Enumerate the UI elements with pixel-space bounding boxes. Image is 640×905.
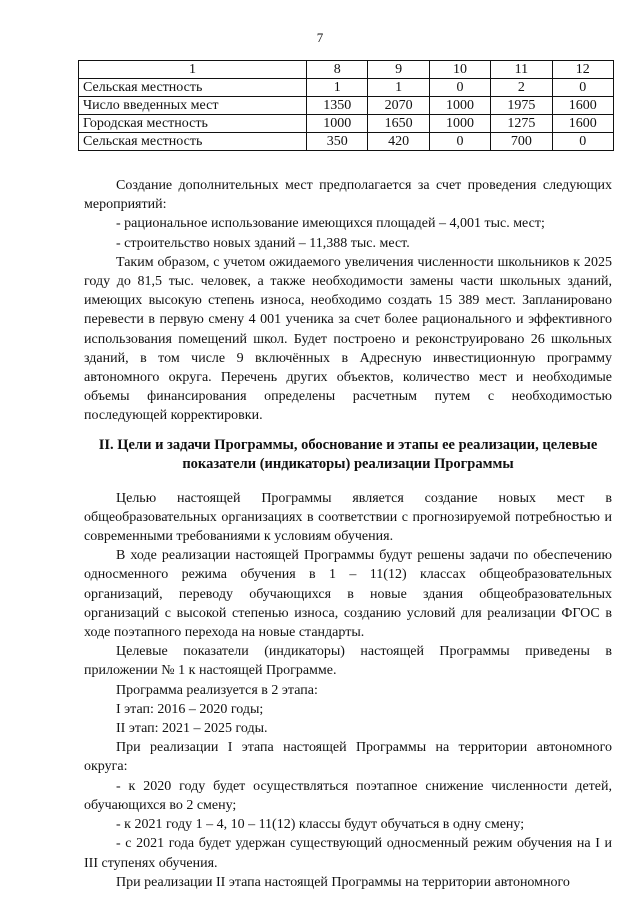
table-cell: 1000: [307, 115, 368, 133]
paragraph: При реализации II этапа настоящей Программы на территории автономного: [116, 874, 570, 890]
table-cell: 700: [491, 133, 552, 151]
table-cell: 0: [552, 133, 613, 151]
list-item: II этап: 2021 – 2025 годы.: [116, 721, 268, 737]
table-header-row: [79, 61, 614, 79]
paragraph: Целевые показатели (индикаторы) настоящей Программы приведены в приложении № 1 к настоящей Программе.: [84, 644, 612, 679]
table-header-cell: 10: [429, 61, 490, 79]
list-item: - рациональное использование имеющихся площадей – 4,001 тыс. мест;: [116, 216, 545, 232]
table-header-cell: 1: [79, 61, 307, 79]
table-row: [79, 133, 614, 151]
table-cell: Сельская местность: [79, 133, 307, 151]
list-item: - строительство новых зданий – 11,388 тыс. мест.: [116, 235, 410, 251]
table-row: [79, 97, 614, 115]
table-header-cell: 12: [552, 61, 613, 79]
table-header-cell: 11: [491, 61, 552, 79]
list-item: - с 2021 года будет удержан существующий односменный режим обучения на I и III ступенях обучения.: [84, 836, 612, 871]
table-cell: 1275: [491, 115, 552, 133]
table-cell: Городская местность: [79, 115, 307, 133]
table-cell: 0: [552, 79, 613, 97]
table-header-cell: 9: [368, 61, 429, 79]
page-number: 7: [316, 30, 324, 45]
paragraph: При реализации I этапа настоящей Программы на территории автономного округа:: [84, 740, 612, 775]
table-cell: 2: [491, 79, 552, 97]
table-cell: 0: [429, 133, 490, 151]
table-cell: Число введенных мест: [79, 97, 307, 115]
table-cell: 420: [368, 133, 429, 151]
paragraph: Программа реализуется в 2 этапа:: [116, 682, 318, 698]
table-cell: 1: [307, 79, 368, 97]
table-cell: 1000: [429, 115, 490, 133]
table-cell: 1000: [429, 97, 490, 115]
table-cell: 1650: [368, 115, 429, 133]
table-cell: 1975: [491, 97, 552, 115]
list-item: - к 2021 году 1 – 4, 10 – 11(12) классы будут обучаться в одну смену;: [116, 817, 525, 833]
table-cell: Сельская местность: [79, 79, 307, 97]
section-heading: II. Цели и задачи Программы, обоснование и этапы ее реализации, целевые показатели (индикаторы) реализации Программы: [98, 436, 598, 472]
table-cell: 2070: [368, 97, 429, 115]
paragraph: Создание дополнительных мест предполагается за счет проведения следующих мероприятий:: [84, 178, 612, 213]
list-item: I этап: 2016 – 2020 годы;: [116, 701, 264, 717]
paragraph: В ходе реализации настоящей Программы будут решены задачи по обеспечению односменного режима обучения в 1 – 11(12) классах общеобразовательных организаций, переводу обучающихся в новые здания общеобразовательных организаций с высокой степенью износа, созданию условий для реализации ФГОС в ходе поэтапного перехода на новые стандарты.: [84, 548, 612, 641]
table-cell: 1: [368, 79, 429, 97]
document-body: [84, 176, 612, 892]
table-header-cell: 8: [307, 61, 368, 79]
table-row: [79, 115, 614, 133]
table-cell: 1600: [552, 97, 613, 115]
list-item: - к 2020 году будет осуществляться поэтапное снижение численности детей, обучающихся во 2 смену;: [84, 778, 612, 813]
table-row: [79, 79, 614, 97]
statistics-table: [78, 60, 614, 151]
paragraph: Целью настоящей Программы является создание новых мест в общеобразовательных организациях в соответствии с прогнозируемой потребностью и современными требованиями к условиям обучения.: [84, 490, 612, 545]
table-cell: 350: [307, 133, 368, 151]
table-cell: 1600: [552, 115, 613, 133]
table-cell: 1350: [307, 97, 368, 115]
table-cell: 0: [429, 79, 490, 97]
paragraph: Таким образом, с учетом ожидаемого увеличения численности школьников к 2025 году до 81,5 тыс. человек, а также необходимости замены части школьных зданий, имеющих высокую степень износа, необходимо создать 15 389 мест. Запланировано перевести в первую смену 4 001 ученика за счет более рационального и эффективного использования помещений школ. Будет построено и реконструировано 26 школьных зданий, в том числе 9 включённых в Адресную инвестиционную программу автономного округа. Перечень других объектов, количество мест и необходимые объемы финансирования определены расчетным путем с необходимостью последующей корректировки.: [84, 254, 612, 424]
